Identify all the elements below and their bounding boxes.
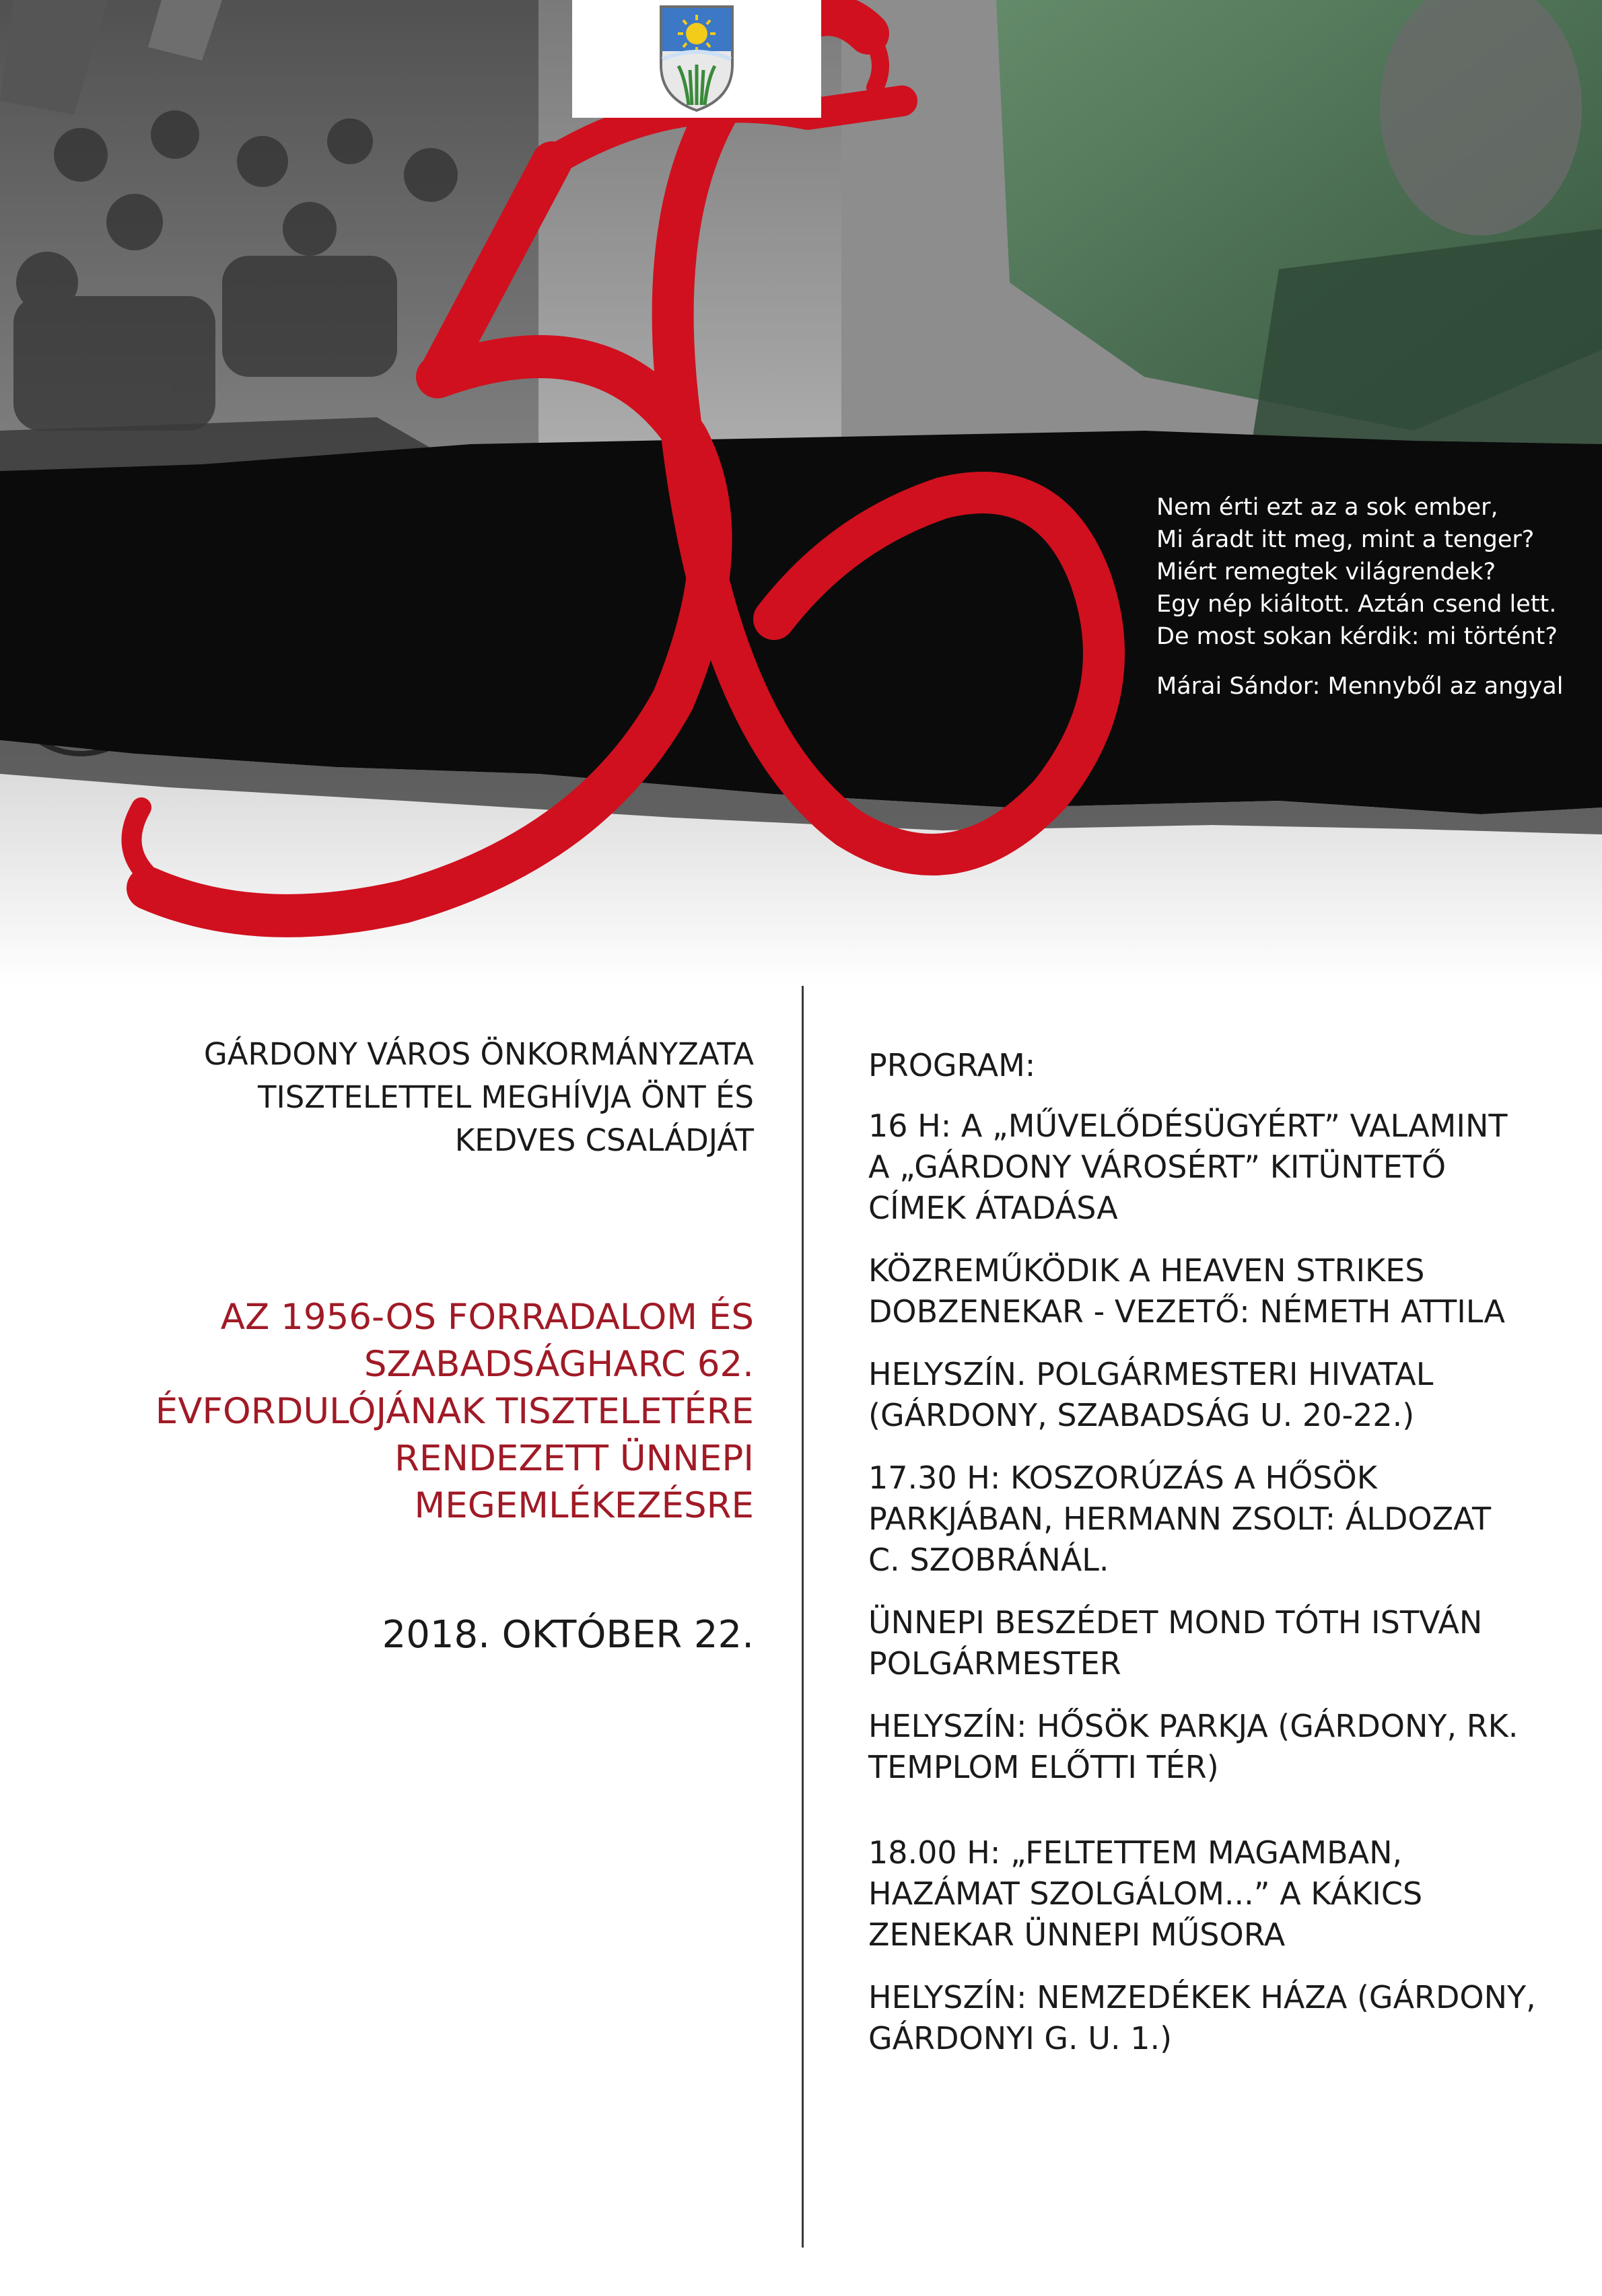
program-line: HELYSZÍN: HŐSÖK PARKJA (GÁRDONY, RK. — [868, 1708, 1519, 1744]
program-line: 17.30 H: KOSZORÚZÁS A HŐSÖK — [868, 1460, 1377, 1496]
quote-line: Mi áradt itt meg, mint a tenger? — [1156, 526, 1535, 553]
occasion-title — [81, 1294, 754, 1530]
program-line: POLGÁRMESTER — [868, 1645, 1121, 1682]
program-line: ÜNNEPI BESZÉDET MOND TÓTH ISTVÁN — [868, 1604, 1483, 1641]
program-line: DOBZENEKAR - VEZETŐ: NÉMETH ATTILA — [868, 1293, 1505, 1330]
program-line: 18.00 H: „FELTETTEM MAGAMBAN, — [868, 1834, 1403, 1871]
program-line: HELYSZÍN. POLGÁRMESTERI HIVATAL — [868, 1356, 1434, 1392]
program-column — [868, 1046, 1582, 2081]
quote-attribution: Márai Sándor: Mennyből az angyal — [1156, 673, 1564, 700]
program-line: KÖZREMŰKÖDIK A HEAVEN STRIKES — [868, 1252, 1425, 1289]
program-block — [868, 1832, 1582, 1956]
program-block — [868, 1250, 1582, 1332]
occasion-line: SZABADSÁGHARC 62. — [363, 1344, 754, 1385]
program-block — [868, 1106, 1582, 1229]
invitation-line: TISZTELETTEL MEGHÍVJA ÖNT ÉS — [257, 1079, 754, 1115]
column-divider — [802, 986, 804, 2248]
program-line: GÁRDONYI G. U. 1.) — [868, 2020, 1173, 2056]
program-line: (GÁRDONY, SZABADSÁG U. 20-22.) — [868, 1397, 1415, 1433]
crest-panel — [572, 0, 821, 118]
hero-banner — [0, 0, 1602, 986]
program-block — [868, 1458, 1582, 1581]
quote-line: Miért remegtek világrendek? — [1156, 559, 1496, 585]
program-line: 16 H: A „MŰVELŐDÉSÜGYÉRT” VALAMINT — [868, 1108, 1508, 1144]
gardony-crest-icon — [658, 4, 735, 113]
program-block — [868, 1977, 1582, 2059]
poem-quote — [1156, 491, 1594, 703]
invitation-column — [81, 1033, 754, 1659]
occasion-line: AZ 1956-OS FORRADALOM ÉS — [220, 1297, 754, 1338]
program-block — [868, 1706, 1582, 1788]
occasion-line: RENDEZETT ÜNNEPI — [394, 1438, 754, 1479]
quote-line: Egy nép kiáltott. Aztán csend lett. — [1156, 591, 1557, 618]
quote-line: De most sokan kérdik: mi történt? — [1156, 623, 1558, 650]
program-line: C. SZOBRÁNÁL. — [868, 1542, 1109, 1578]
program-block — [868, 1354, 1582, 1436]
occasion-line: ÉVFORDULÓJÁNAK TISZTELETÉRE — [155, 1391, 754, 1432]
program-title: PROGRAM: — [868, 1047, 1036, 1083]
program-line: TEMPLOM ELŐTTI TÉR) — [868, 1749, 1219, 1785]
event-date: 2018. OKTÓBER 22. — [382, 1613, 754, 1657]
invitation-line: GÁRDONY VÁROS ÖNKORMÁNYZATA — [203, 1036, 754, 1072]
program-block — [868, 1602, 1582, 1684]
program-line: PARKJÁBAN, HERMANN ZSOLT: ÁLDOZAT — [868, 1501, 1492, 1537]
program-line: ZENEKAR ÜNNEPI MŰSORA — [868, 1916, 1286, 1953]
invitation-line: KEDVES CSALÁDJÁT — [454, 1122, 754, 1158]
program-line: HELYSZÍN: NEMZEDÉKEK HÁZA (GÁRDONY, — [868, 1979, 1536, 2015]
program-line: A „GÁRDONY VÁROSÉRT” KITÜNTETŐ — [868, 1149, 1447, 1185]
occasion-line: MEGEMLÉKEZÉSRE — [414, 1485, 754, 1526]
quote-line: Nem érti ezt az a sok ember, — [1156, 494, 1498, 521]
program-line: CÍMEK ÁTADÁSA — [868, 1190, 1118, 1226]
program-line: HAZÁMAT SZOLGÁLOM...” A KÁKICS — [868, 1875, 1423, 1912]
